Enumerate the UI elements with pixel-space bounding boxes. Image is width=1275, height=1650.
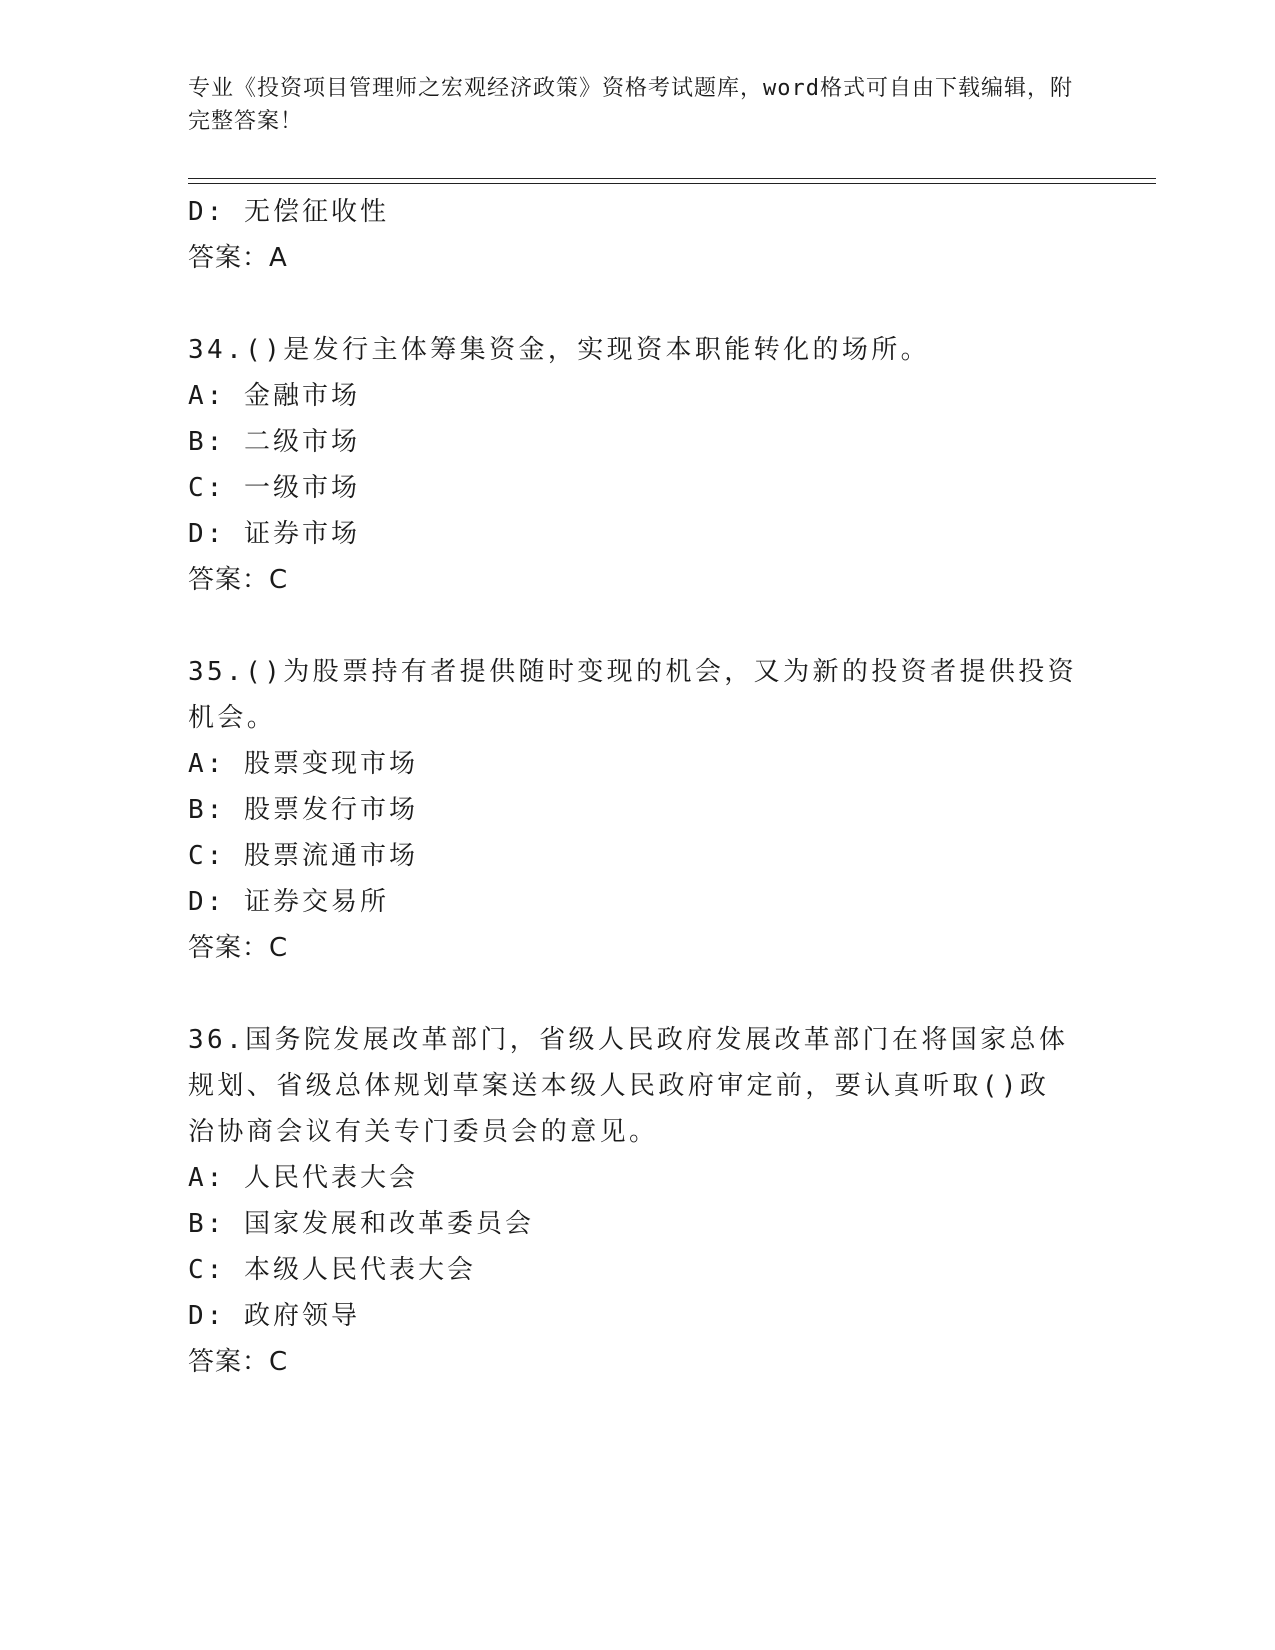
answer-line: 答案：C bbox=[188, 565, 289, 595]
option-b: B: 二级市场 bbox=[188, 427, 360, 457]
question-stem: 36.国务院发展改革部门，省级人民政府发展改革部门在将国家总体规划、省级总体规划草案送本级人民政府审定前，要认真听取()政治协商会议有关专门委员会的意见。 bbox=[188, 1025, 1069, 1147]
option-c: C: 一级市场 bbox=[188, 473, 360, 503]
document-header: 专业《投资项目管理师之宏观经济政策》资格考试题库，word格式可自由下载编辑，附完整答案！ bbox=[188, 76, 1073, 134]
spacer bbox=[188, 281, 1078, 327]
option-d: D: 证券市场 bbox=[188, 519, 360, 549]
answer-line: 答案：A bbox=[188, 243, 288, 273]
option-d: D: 政府领导 bbox=[188, 1301, 360, 1331]
question-block-34 bbox=[188, 327, 1078, 603]
option-c: C: 股票流通市场 bbox=[188, 841, 418, 871]
answer-line: 答案：C bbox=[188, 1347, 289, 1377]
option-d: D: 证券交易所 bbox=[188, 887, 389, 917]
spacer bbox=[188, 603, 1078, 649]
option-d: D: 无偿征收性 bbox=[188, 197, 389, 227]
option-b: B: 股票发行市场 bbox=[188, 795, 418, 825]
spacer bbox=[188, 971, 1078, 1017]
question-block-35 bbox=[188, 649, 1078, 971]
question-block-36 bbox=[188, 1017, 1078, 1385]
option-a: A: 股票变现市场 bbox=[188, 749, 418, 779]
question-stem: 34.()是发行主体筹集资金，实现资本职能转化的场所。 bbox=[188, 335, 931, 365]
answer-line: 答案：C bbox=[188, 933, 289, 963]
option-b: B: 国家发展和改革委员会 bbox=[188, 1209, 534, 1239]
header-divider-top bbox=[188, 178, 1156, 179]
header-divider-bottom bbox=[188, 183, 1156, 184]
option-c: C: 本级人民代表大会 bbox=[188, 1255, 476, 1285]
option-a: A: 人民代表大会 bbox=[188, 1163, 418, 1193]
question-list bbox=[188, 189, 1078, 1385]
option-a: A: 金融市场 bbox=[188, 381, 360, 411]
question-stem: 35.()为股票持有者提供随时变现的机会，又为新的投资者提供投资机会。 bbox=[188, 657, 1078, 733]
